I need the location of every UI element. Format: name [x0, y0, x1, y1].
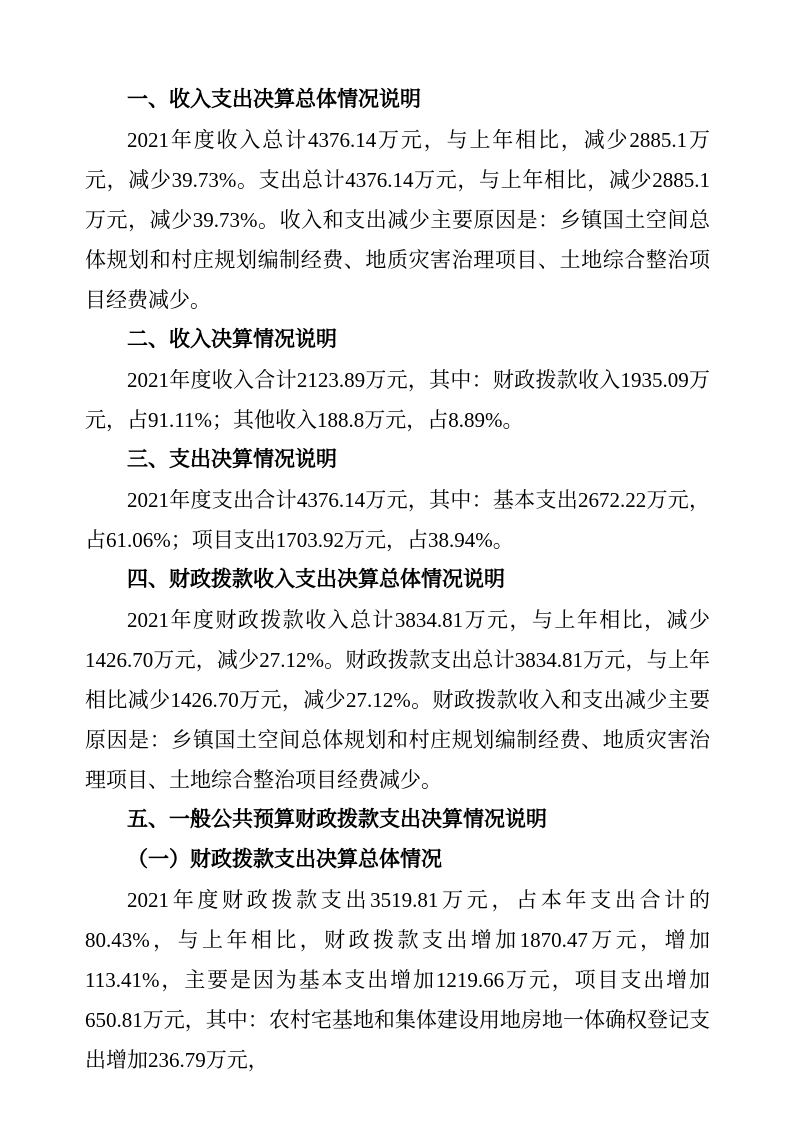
- section-4-heading: 四、财政拨款收入支出决算总体情况说明: [127, 568, 505, 591]
- section-3-paragraph: 2021年度支出合计4376.14万元，其中：基本支出2672.22万元，占61.06%；项目支出1703.92万元，占38.94%。: [85, 488, 710, 552]
- section-4-paragraph: 2021年度财政拨款收入总计3834.81万元，与上年相比，减少1426.70万元，减少27.12%。财政拨款支出总计3834.81万元，与上年相比减少1426.70万元，减少27.12%。财政拨款收入和支出减少主要原因是：乡镇国土空间总体规划和村庄规划编制经费、地质灾害治理项目、土地综合整治项目经费减少。: [85, 608, 710, 792]
- section-2-heading: 二、收入决算情况说明: [127, 328, 337, 351]
- section-1-heading: 一、收入支出决算总体情况说明: [127, 88, 421, 111]
- section-5-subheading: （一）财政拨款支出决算总体情况: [127, 848, 442, 871]
- section-2-paragraph: 2021年度收入合计2123.89万元，其中：财政拨款收入1935.09万元，占91.11%；其他收入188.8万元，占8.89%。: [85, 368, 710, 432]
- section-1-paragraph: 2021年度收入总计4376.14万元，与上年相比，减少2885.1万元，减少39.73%。支出总计4376.14万元，与上年相比，减少2885.1万元，减少39.73%。收入和支出减少主要原因是：乡镇国土空间总体规划和村庄规划编制经费、地质灾害治理项目、土地综合整治项目经费减少。: [85, 128, 710, 312]
- section-5-paragraph: 2021年度财政拨款支出3519.81万元，占本年支出合计的80.43%，与上年相比，财政拨款支出增加1870.47万元，增加113.41%，主要是因为基本支出增加1219.66万元，项目支出增加650.81万元，其中：农村宅基地和集体建设用地房地一体确权登记支出增加236.79万元，: [85, 888, 710, 1072]
- section-3-heading: 三、支出决算情况说明: [127, 448, 337, 471]
- section-5-heading: 五、一般公共预算财政拨款支出决算情况说明: [127, 808, 547, 831]
